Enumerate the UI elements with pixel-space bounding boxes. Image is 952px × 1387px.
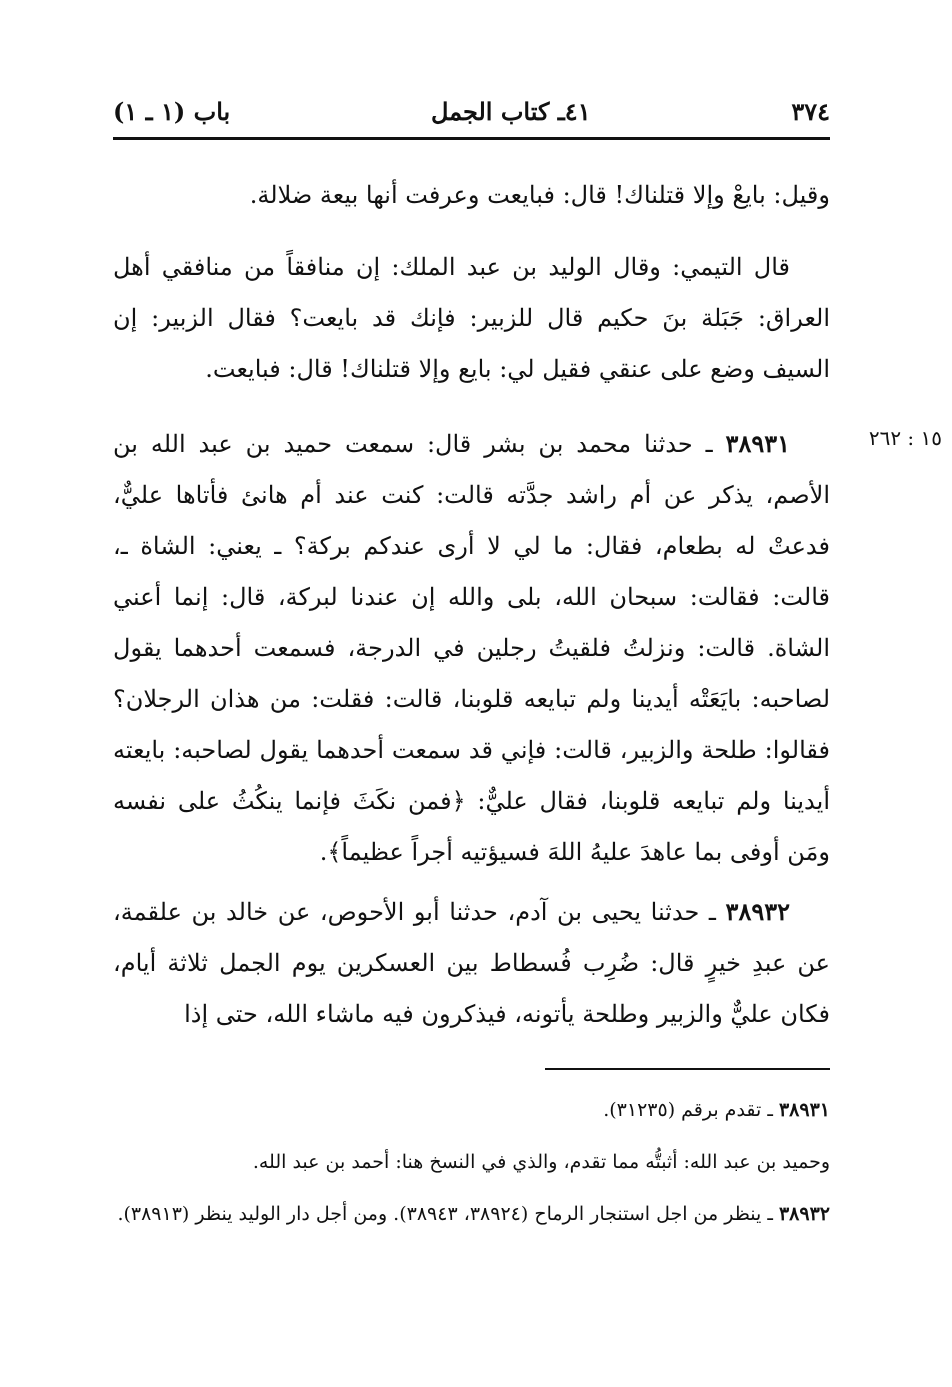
footnote-3	[113, 1192, 830, 1236]
chapter-label: باب (١ ـ ١)	[113, 96, 231, 126]
footnotes	[113, 1088, 830, 1244]
hadith-number: ٣٨٩٣١	[725, 429, 790, 458]
page-header	[113, 92, 830, 130]
hadith-text: ـ حدثنا يحيى بن آدم، حدثنا أبو الأحوص، عن خالد بن علقمة، عن عبدِ خيرٍ قال: ضُرِب فُسطاط بين العسكرين يوم الجمل ثلاثة أيام، فكان عليٌّ والزبير وطلحة يأتونه، فيذكرون فيه ماشاء الله، حتى إذا	[113, 898, 830, 1028]
hadith-number: ٣٨٩٣٢	[725, 897, 790, 926]
paragraph-2: قال التيمي: وقال الوليد بن عبد الملك: إن منافقاً من منافقي أهل العراق: جَبَلة بنَ حكيم قال للزبير: فإنك قد بايعت؟ فقال الزبير: إن السيف وضع على عنقي فقيل لي: بايع وإلا قتلناك! قال: فبايعت.	[113, 253, 831, 383]
footnote-text: ـ تقدم برقم (٣١٢٣٥).	[603, 1099, 773, 1121]
footnote-number: ٣٨٩٣٢	[778, 1203, 830, 1225]
footnote-2: وحميد بن عبد الله: أثبتُّه مما تقدم، والذي في النسخ هنا: أحمد بن عبد الله.	[252, 1151, 830, 1173]
hadith-text: ـ حدثنا محمد بن بشر قال: سمعت حميد بن عبد الله بن الأصم، يذكر عن أم راشد جدَّته قالت: كنت عند أم هانئ فأتاها عليٌّ، فدعتْ له بطعام، فقال: ما لي لا أرى عندكم بركة؟ ـ يعني: الشاة ـ، قالت: فقالت: سبحان الله، بلى والله إن عندنا لبركة، قال: إنما أعني الشاة. قالت: ونزلتُ فلقيتُ رجلين في الدرجة، فسمعت أحدهما يقول لصاحبه: بايَعَتْه أيدينا ولم تبايعه قلوبنا، قالت: فقلت: من هذان الرجلان؟ فقالوا: طلحة والزبير، قالت: فإني قد سمعت أحدهما يقول لصاحبه: بايعته أيدينا ولم تبايعه قلوبنا، فقال عليٌّ: ﴿فمن نكَثَ فإنما ينكُثُ على نفسه ومَن أوفى بما عاهدَ عليهُ اللهَ فسيؤتيه أجراً عظيماً﴾.	[113, 430, 831, 866]
header-rule	[113, 137, 830, 140]
page-number: ٣٧٤	[791, 96, 830, 126]
footnote-1	[113, 1088, 830, 1132]
footnote-text: ـ ينظر من اجل استنجار الرماح (٣٨٩٢٤، ٣٨٩٤٣). ومن أجل دار الوليد ينظر (٣٨٩١٣).	[117, 1203, 773, 1225]
book-title: ٤١ـ كتاب الجمل	[430, 96, 591, 126]
footnote-number: ٣٨٩٣١	[778, 1099, 830, 1121]
hadith-38932	[113, 886, 830, 1040]
paragraph-1: وقيل: بايعْ وإلا قتلناك! قال: فبايعت وعرفت أنها بيعة ضلالة.	[249, 181, 830, 209]
footnote-rule	[545, 1068, 830, 1070]
margin-reference: ١٥ : ٢٦٢	[868, 426, 942, 450]
hadith-38931	[113, 418, 830, 878]
